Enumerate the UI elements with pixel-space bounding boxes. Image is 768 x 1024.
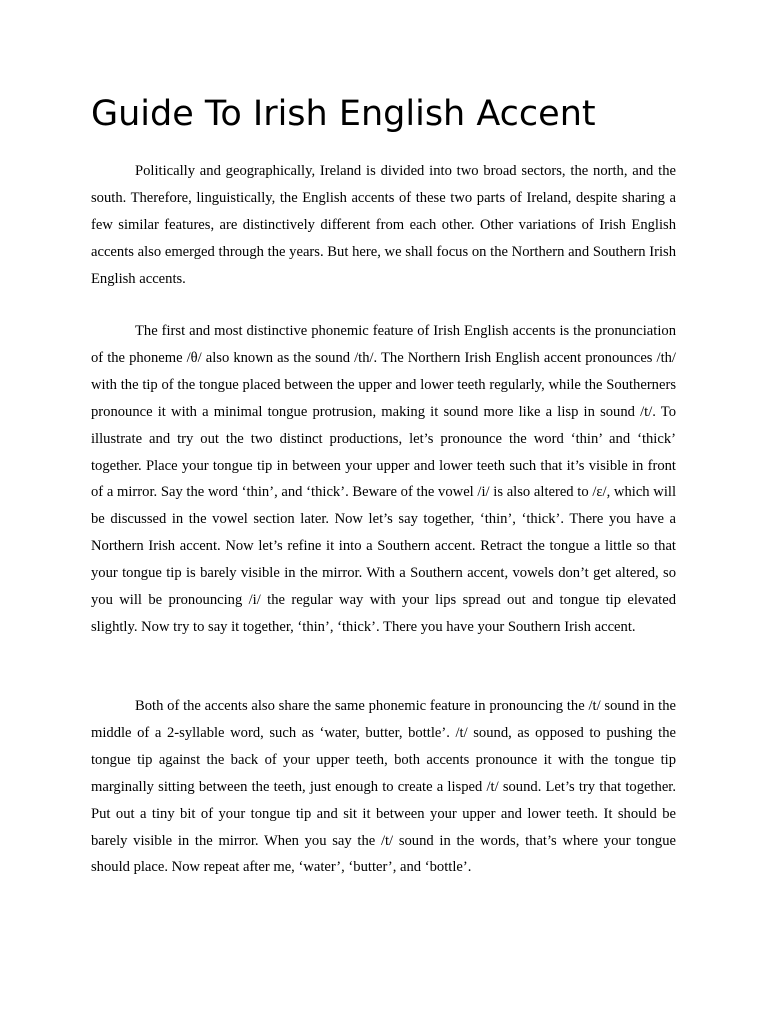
paragraph-intro: Politically and geographically, Ireland is divided into two broad sectors, the north, and the south. Therefore, linguistically, the English accents of these two parts of Ireland, despite sharing a few similar features, are distinctively different from each other. Other variations of Irish English accents also emerged through the years. But here, we shall focus on the Northern and Southern Irish English accents.	[91, 163, 676, 287]
paragraph-t-sound: Both of the accents also share the same phonemic feature in pronouncing the /t/ sound in the middle of a 2-syllable word, such as ‘water, butter, bottle’. /t/ sound, as opposed to pushing the tongue tip against the back of your upper teeth, both accents pronounce it with the tongue tip marginally sitting between the teeth, just enough to create a lisped /t/ sound. Let’s try that together. Put out a tiny bit of your tongue tip and sit it between your upper and lower teeth. It should be barely visible in the mirror. When you say the /t/ sound in the words, that’s where your tongue should place. Now repeat after me, ‘water’, ‘butter’, and ‘bottle’.	[91, 698, 676, 876]
paragraph-th-sound: The first and most distinctive phonemic feature of Irish English accents is the pronunciation of the phoneme /θ/ also known as the sound /th/. The Northern Irish English accent pronounces /th/ with the tip of the tongue placed between the upper and lower teeth regularly, while the Southerners pronounce it with a minimal tongue protrusion, making it sound more like a lisp in sound /t/. To illustrate and try out the two distinct productions, let’s pronounce the word ‘thin’ and ‘thick’ together. Place your tongue tip in between your upper and lower teeth such that it’s visible in front of a mirror. Say the word ‘thin’, and ‘thick’. Beware of the vowel /i/ is also altered to /ɛ/, which will be discussed in the vowel section later. Now let’s say together, ‘thin’, ‘thick’. There you have a Northern Irish accent. Now let’s refine it into a Southern accent. Retract the tongue a little so that your tongue tip is barely visible in the mirror. With a Southern accent, vowels don’t get altered, so you will be pronouncing /i/ the regular way with your lips spread out and tongue tip elevated slightly. Now try to say it together, ‘thin’, ‘thick’. There you have your Southern Irish accent.	[91, 323, 676, 635]
document-title: Guide To Irish English Accent	[91, 94, 596, 134]
